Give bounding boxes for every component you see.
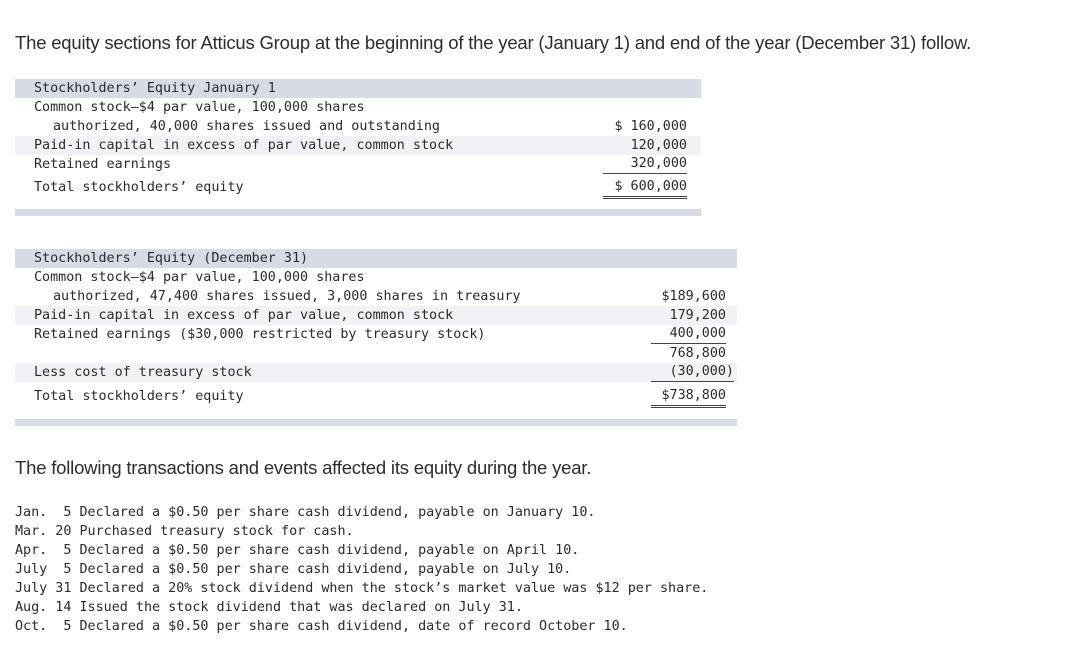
row-label: Less cost of treasury stock	[34, 365, 252, 380]
table-row	[15, 155, 701, 174]
table-row	[15, 117, 701, 136]
row-amount: 120,000	[630, 138, 687, 153]
row-label: Common stock—$4 par value, 100,000 shares	[34, 100, 365, 115]
row-amount: 179,200	[669, 308, 726, 323]
table-header-row	[15, 249, 737, 268]
table-bottom-band	[15, 419, 737, 426]
list-item: July 5 Declared a $0.50 per share cash dividend, payable on July 10.	[15, 562, 572, 577]
row-label: Paid-in capital in excess of par value, common stock	[34, 308, 454, 323]
table-row	[15, 344, 737, 363]
row-label: Total stockholders’ equity	[34, 180, 244, 195]
table-row	[15, 98, 701, 117]
transactions-list	[15, 503, 708, 636]
row-label: Retained earnings ($30,000 restricted by treasury stock)	[34, 327, 486, 342]
subtotal-amount: 768,800	[669, 346, 726, 361]
row-label: Retained earnings	[34, 157, 172, 172]
total-amount: $ 600,000	[603, 178, 687, 199]
row-amount: 320,000	[603, 155, 687, 174]
row-label: Common stock—$4 par value, 100,000 shares	[34, 270, 365, 285]
row-label: authorized, 40,000 shares issued and outstanding	[53, 119, 440, 134]
row-label: Paid-in capital in excess of par value, common stock	[34, 138, 454, 153]
list-item: Apr. 5 Declared a $0.50 per share cash dividend, payable on April 10.	[15, 543, 580, 558]
equity-table-december	[15, 249, 737, 429]
row-label: authorized, 47,400 shares issued, 3,000 shares in treasury	[53, 289, 521, 304]
table-header-row	[15, 79, 701, 98]
row-amount: $189,600	[661, 289, 726, 304]
list-item: Aug. 14 Issued the stock dividend that was declared on July 31.	[15, 600, 523, 615]
table-title: Stockholders’ Equity (December 31)	[34, 251, 309, 266]
intro-text: The equity sections for Atticus Group at the beginning of the year (January 1) and end of the year (December 31) follow.	[15, 32, 972, 53]
table-bottom-band	[15, 209, 701, 216]
table-row	[15, 287, 737, 306]
row-amount: (30,000)	[651, 363, 734, 382]
list-item: Jan. 5 Declared a $0.50 per share cash dividend, payable on January 10.	[15, 505, 596, 520]
list-item: July 31 Declared a 20% stock dividend when the stock’s market value was $12 per share.	[15, 581, 709, 596]
table-row	[15, 325, 737, 344]
table-row	[15, 178, 701, 197]
table-row	[15, 387, 737, 406]
row-label: Total stockholders’ equity	[34, 389, 244, 404]
transactions-intro: The following transactions and events affected its equity during the year.	[15, 457, 592, 478]
table-row	[15, 268, 737, 287]
list-item: Mar. 20 Purchased treasury stock for cash.	[15, 524, 354, 539]
equity-table-january	[15, 79, 701, 220]
total-amount: $738,800	[651, 387, 726, 408]
table-row	[15, 363, 737, 382]
list-item: Oct. 5 Declared a $0.50 per share cash dividend, date of record October 10.	[15, 619, 628, 634]
table-title: Stockholders’ Equity January 1	[34, 81, 276, 96]
row-amount: 400,000	[651, 325, 726, 344]
table-row	[15, 306, 737, 325]
table-row	[15, 136, 701, 155]
row-amount: $ 160,000	[614, 119, 687, 134]
